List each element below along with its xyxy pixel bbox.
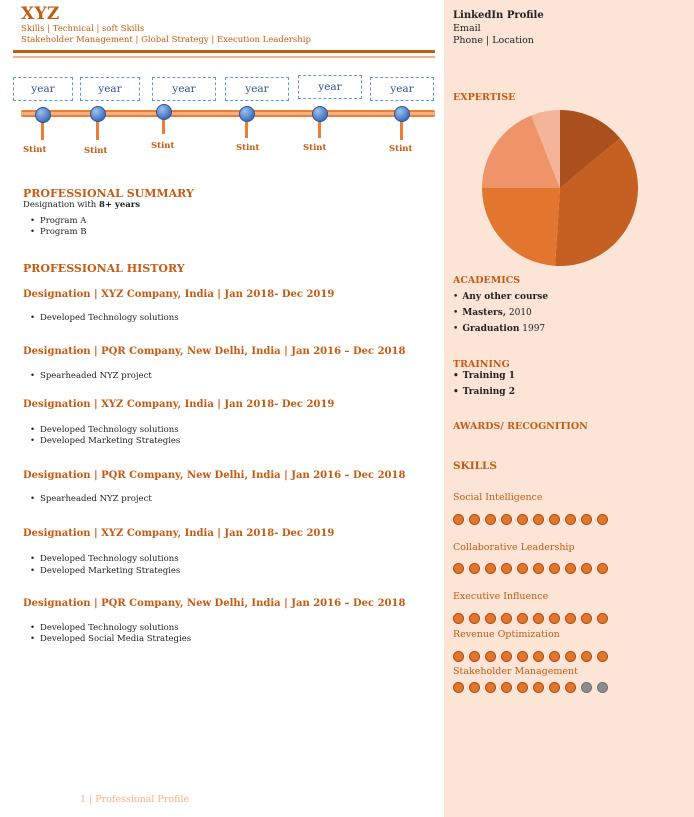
timeline-stint: Stint [84, 146, 108, 156]
timeline-year: year [152, 77, 216, 101]
rating-dot-filled [517, 651, 528, 662]
summary-designation [23, 200, 140, 210]
skill-name: Collaborative Leadership [453, 542, 575, 553]
rating-dot-filled [597, 613, 608, 624]
job-bullet: • Spearheaded NYZ project [30, 494, 152, 504]
skill-name: Stakeholder Management [453, 666, 578, 677]
page-footer: 1 | Professional Profile [80, 794, 190, 805]
academic-label: Graduation [462, 324, 520, 334]
rating-dot-filled [517, 613, 528, 624]
rating-dot-filled [549, 514, 560, 525]
rating-dot-filled [469, 651, 480, 662]
skill-rating [453, 514, 608, 525]
history-heading: PROFESSIONAL HISTORY [23, 262, 185, 275]
rating-dot-filled [533, 613, 544, 624]
academics-heading: ACADEMICS [453, 275, 521, 286]
designation-text: Designation with [23, 200, 99, 210]
timeline-stem [162, 118, 165, 134]
rating-dot-filled [549, 563, 560, 574]
skill-rating [453, 613, 608, 624]
rating-dot-filled [501, 651, 512, 662]
timeline-year: year [370, 77, 434, 101]
job-bullet: • Developed Technology solutions [30, 313, 179, 323]
job-bullet: • Developed Technology solutions [30, 554, 179, 564]
phone-location-text: Phone | Location [453, 35, 534, 46]
timeline-stint: Stint [151, 141, 175, 151]
job-bullet: • Developed Marketing Strategies [30, 436, 180, 446]
timeline-stint: Stint [236, 143, 260, 153]
program-item: • Program B [30, 227, 87, 237]
rating-dot-filled [469, 613, 480, 624]
designation-years: 8+ years [98, 200, 141, 210]
rating-dot-filled [485, 651, 496, 662]
rating-dot-empty [581, 682, 592, 693]
job-title: Designation | XYZ Company, India | Jan 2018- Dec 2019 [23, 289, 335, 300]
awards-heading: AWARDS/ RECOGNITION [453, 421, 588, 432]
rating-dot-filled [565, 651, 576, 662]
timeline-year: year [80, 77, 140, 101]
rating-dot-filled [453, 514, 464, 525]
rating-dot-filled [453, 651, 464, 662]
academic-label: Masters, [462, 308, 506, 318]
timeline-marker [394, 106, 410, 122]
program-item: • Program A [30, 216, 86, 226]
academic-detail: 2010 [506, 308, 532, 318]
rating-dot-filled [597, 651, 608, 662]
academic-item [453, 324, 545, 334]
job-title: Designation | XYZ Company, India | Jan 2018- Dec 2019 [23, 528, 335, 539]
job-bullet: • Developed Technology solutions [30, 425, 179, 435]
skill-name: Executive Influence [453, 591, 549, 602]
rating-dot-filled [517, 682, 528, 693]
rating-dot-filled [453, 613, 464, 624]
rating-dot-filled [581, 514, 592, 525]
training-item: • Training 1 [453, 371, 515, 381]
rating-dot-filled [469, 563, 480, 574]
rating-dot-filled [565, 514, 576, 525]
rating-dot-filled [565, 682, 576, 693]
rating-dot-filled [581, 613, 592, 624]
expertise-pie-chart [474, 110, 646, 266]
rating-dot-filled [533, 563, 544, 574]
timeline-marker [35, 107, 51, 123]
leadership-tagline: Stakeholder Management | Global Strategy | Execution Leadership [21, 35, 311, 45]
rating-dot-filled [501, 613, 512, 624]
rating-dot-filled [485, 682, 496, 693]
job-bullet: • Developed Social Media Strategies [30, 634, 191, 644]
rating-dot-filled [565, 613, 576, 624]
job-title: Designation | PQR Company, New Delhi, India | Jan 2016 – Dec 2018 [23, 598, 406, 609]
rating-dot-filled [533, 682, 544, 693]
timeline-bar [21, 110, 435, 117]
timeline-stint: Stint [23, 145, 47, 155]
rating-dot-filled [597, 563, 608, 574]
timeline-year: year [225, 77, 289, 101]
rating-dot-filled [501, 514, 512, 525]
rating-dot-empty [597, 682, 608, 693]
academic-label: Any other course [462, 292, 549, 302]
rating-dot-filled [581, 651, 592, 662]
skill-name: Revenue Optimization [453, 629, 560, 640]
timeline-year: year [298, 75, 362, 99]
rating-dot-filled [485, 514, 496, 525]
rating-dot-filled [485, 563, 496, 574]
rating-dot-filled [533, 514, 544, 525]
skills-tagline: Skills | Technical | soft Skills [21, 24, 145, 34]
email-text: Email [453, 23, 481, 34]
expertise-heading: EXPERTISE [453, 92, 516, 103]
timeline-stint: Stint [303, 143, 327, 153]
pie-slice-3 [482, 188, 560, 266]
rating-dot-filled [453, 563, 464, 574]
rating-dot-filled [501, 682, 512, 693]
skill-rating [453, 682, 608, 693]
summary-heading: PROFESSIONAL SUMMARY [23, 187, 194, 200]
timeline-year: year [13, 77, 73, 101]
training-item: • Training 2 [453, 387, 515, 397]
rating-dot-filled [549, 682, 560, 693]
rating-dot-filled [597, 514, 608, 525]
linkedin-profile: LinkedIn Profile [453, 10, 544, 21]
rating-dot-filled [517, 514, 528, 525]
rating-dot-filled [453, 682, 464, 693]
timeline-marker [156, 104, 172, 120]
rating-dot-filled [565, 563, 576, 574]
skills-heading: SKILLS [453, 460, 497, 472]
skill-name: Social Intelligence [453, 492, 543, 503]
academic-item [453, 308, 532, 318]
candidate-name: XYZ [21, 4, 60, 24]
rating-dot-filled [501, 563, 512, 574]
header-divider-light [13, 56, 435, 58]
rating-dot-filled [533, 651, 544, 662]
rating-dot-filled [549, 613, 560, 624]
job-title: Designation | PQR Company, New Delhi, India | Jan 2016 – Dec 2018 [23, 346, 406, 357]
job-bullet: • Developed Marketing Strategies [30, 566, 180, 576]
rating-dot-filled [581, 563, 592, 574]
training-heading: TRAINING [453, 359, 510, 370]
timeline-stint: Stint [389, 144, 413, 154]
header-divider [13, 50, 435, 53]
rating-dot-filled [469, 514, 480, 525]
skill-rating [453, 651, 608, 662]
job-title: Designation | PQR Company, New Delhi, India | Jan 2016 – Dec 2018 [23, 470, 406, 481]
rating-dot-filled [517, 563, 528, 574]
rating-dot-filled [549, 651, 560, 662]
rating-dot-filled [485, 613, 496, 624]
job-title: Designation | XYZ Company, India | Jan 2018- Dec 2019 [23, 399, 335, 410]
job-bullet: • Developed Technology solutions [30, 623, 179, 633]
job-bullet: • Spearheaded NYZ project [30, 371, 152, 381]
timeline-marker [90, 106, 106, 122]
rating-dot-filled [469, 682, 480, 693]
timeline-marker [312, 106, 328, 122]
academic-item [453, 292, 548, 302]
timeline-marker [239, 106, 255, 122]
academic-detail: 1997 [519, 324, 546, 334]
skill-rating [453, 563, 608, 574]
